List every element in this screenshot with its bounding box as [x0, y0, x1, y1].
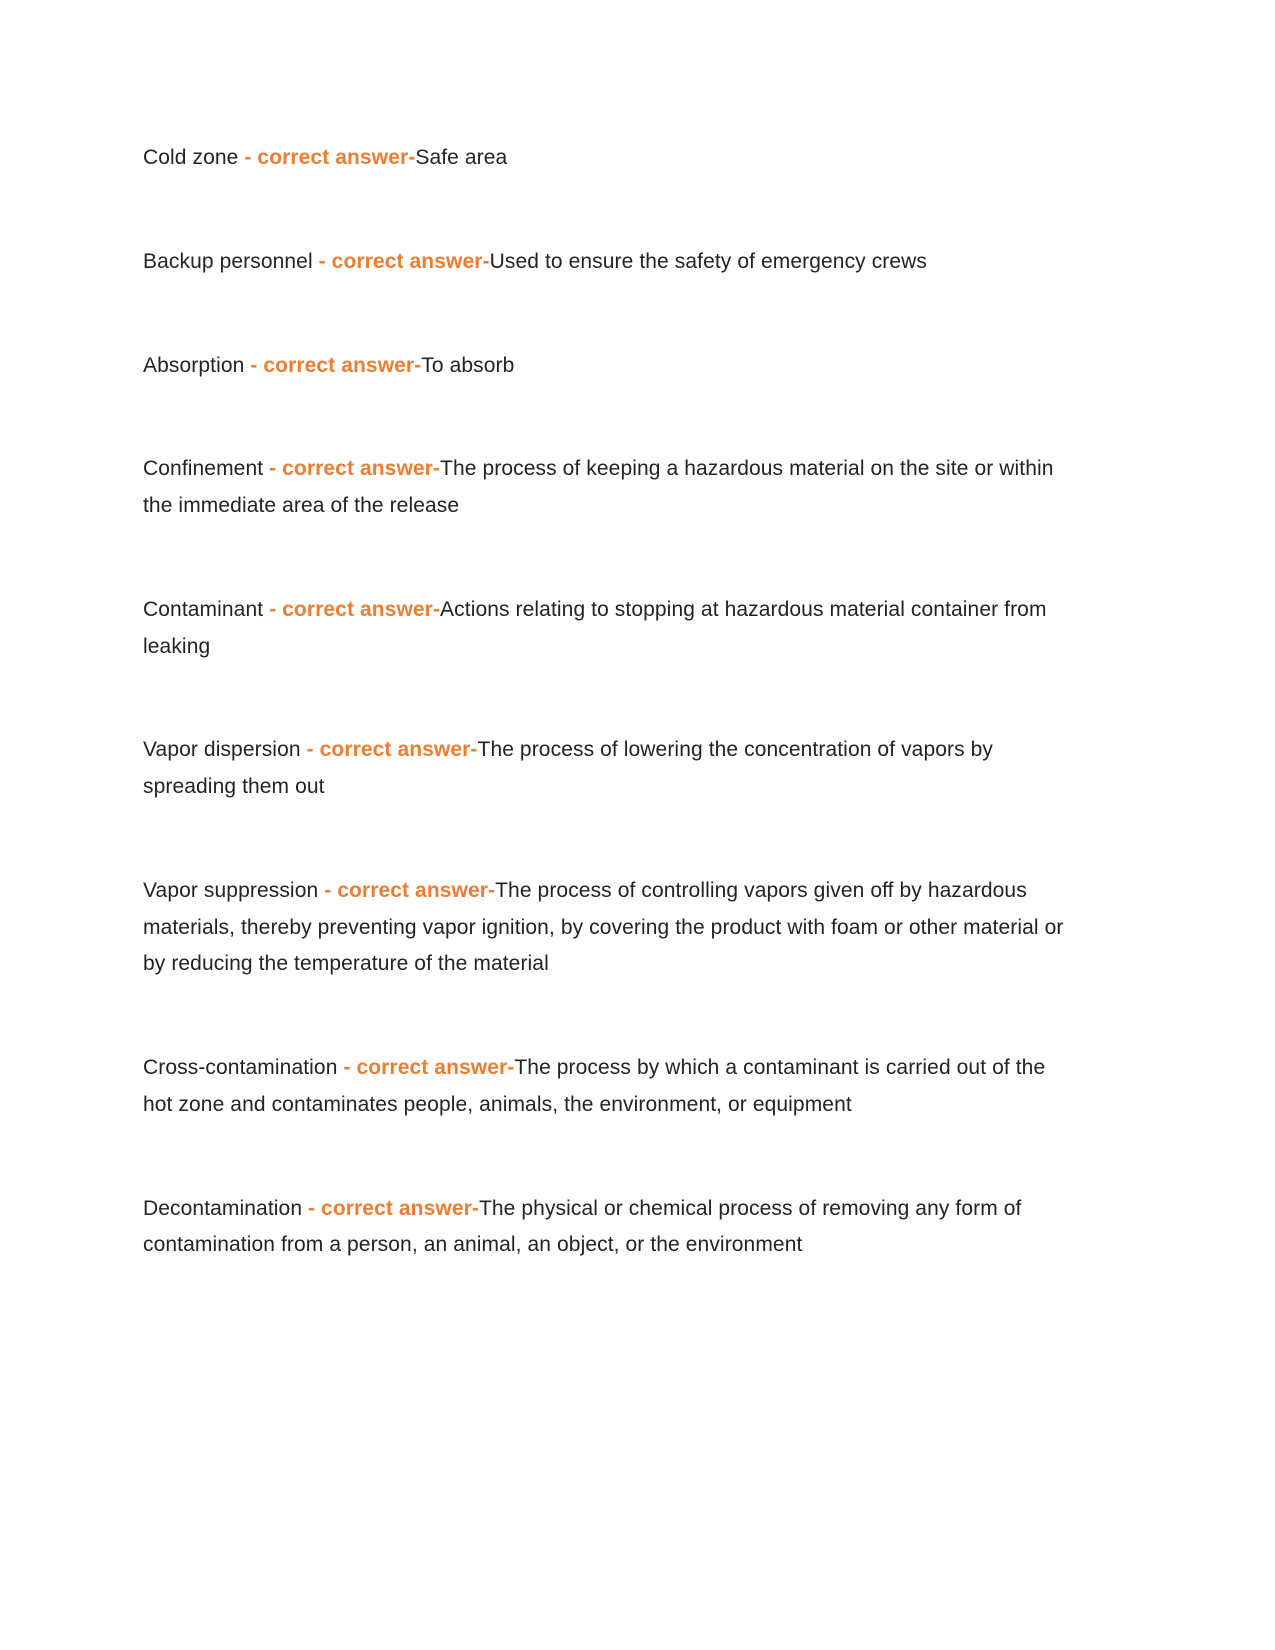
qa-entry — [143, 348, 1075, 385]
term-text: Vapor suppression — [143, 878, 325, 902]
term-text: Absorption — [143, 353, 251, 377]
correct-answer-label: - correct answer- — [269, 457, 441, 481]
definition-text: To absorb — [421, 353, 515, 377]
qa-entry — [143, 1191, 1075, 1265]
definition-text: The process of controlling vapors given off by hazardous materials, thereby preventing vapor ignition, by covering the product with foam or other material or by reducing the temperature of the material — [143, 878, 1064, 976]
definition-text: The process of keeping a hazardous material on the site or within the immediate area of the release — [143, 457, 1054, 517]
definition-text: The physical or chemical process of removing any form of contamination from a person, an animal, an object, or the environment — [143, 1196, 1022, 1257]
correct-answer-label: - correct answer- — [250, 353, 422, 377]
qa-entry — [143, 732, 1075, 806]
definition-text: Safe area — [415, 146, 508, 169]
term-text: Cross-contamination — [143, 1056, 344, 1079]
term-text: Contaminant — [143, 597, 270, 621]
term-text: Vapor dispersion — [143, 738, 307, 762]
definition-text: The process of lowering the concentration of vapors by spreading them out — [143, 738, 994, 798]
correct-answer-label: - correct answer- — [318, 249, 490, 273]
correct-answer-label: - correct answer- — [308, 1196, 479, 1220]
correct-answer-label: - correct answer- — [269, 597, 441, 621]
term-text: Cold zone — [143, 146, 245, 169]
correct-answer-label: - correct answer- — [306, 738, 478, 762]
qa-entry — [143, 1050, 1075, 1124]
qa-entry — [143, 592, 1075, 666]
term-text: Backup personnel — [143, 249, 319, 273]
definition-text: The process by which a contaminant is carried out of the hot zone and contaminates people, animals, the environment, or equipment — [143, 1056, 1046, 1116]
term-text: Confinement — [143, 457, 270, 481]
correct-answer-label: - correct answer- — [324, 878, 496, 902]
definition-text: Actions relating to stopping at hazardous material container from leaking — [143, 597, 1047, 658]
qa-entry — [143, 451, 1075, 525]
qa-entry — [143, 244, 1075, 281]
correct-answer-label: - correct answer- — [244, 146, 416, 169]
definition-text: Used to ensure the safety of emergency crews — [489, 249, 928, 273]
qa-entry — [143, 873, 1075, 983]
correct-answer-label: - correct answer- — [343, 1056, 515, 1079]
term-text: Decontamination — [143, 1196, 309, 1220]
qa-entry — [143, 140, 1075, 177]
